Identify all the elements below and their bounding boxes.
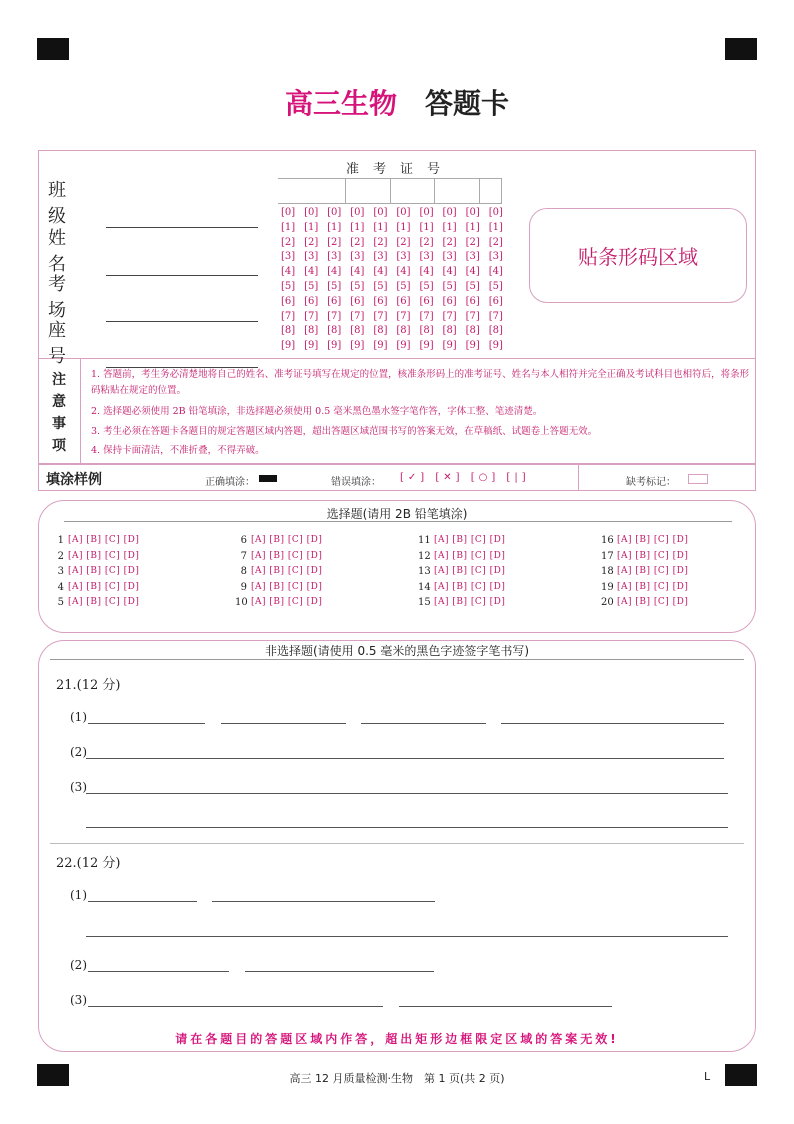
q21-part-1-label: (1): [70, 710, 87, 724]
mc-options[interactable]: [A] [B] [C] [D]: [251, 581, 323, 592]
mc-question-row[interactable]: [235, 595, 322, 611]
field-seat-label: 座号: [48, 320, 84, 367]
q22-answer-line[interactable]: [86, 935, 728, 937]
exam-digit-bubble[interactable]: [4]: [373, 266, 388, 278]
mc-question-row[interactable]: [52, 533, 139, 549]
exam-digit-bubble[interactable]: [2]: [419, 236, 434, 248]
exam-digit-bubble[interactable]: [3]: [281, 251, 296, 263]
mc-options[interactable]: [A] [B] [C] [D]: [434, 581, 506, 592]
mc-question-number: 7: [240, 550, 247, 562]
mc-options[interactable]: [A] [B] [C] [D]: [617, 550, 689, 561]
exam-digit-bubble[interactable]: [8]: [327, 325, 342, 337]
mc-question-row[interactable]: [418, 595, 505, 611]
exam-digit-bubble[interactable]: [4]: [442, 266, 457, 278]
mc-question-row[interactable]: [52, 564, 139, 580]
exam-digit-row: [281, 250, 503, 265]
side-letter: L: [704, 1070, 711, 1083]
exam-digit-bubble[interactable]: [2]: [396, 236, 411, 248]
free-response-title: 非选择题(请使用 0.5 毫米的黑色字迹签字笔书写): [264, 644, 530, 658]
exam-digit-bubble[interactable]: [7]: [396, 310, 411, 322]
exam-number-bubbles[interactable]: [281, 206, 503, 354]
notice-head-char: 项: [52, 438, 66, 454]
exam-digit-bubble[interactable]: [7]: [304, 310, 319, 322]
exam-digit-bubble[interactable]: [9]: [488, 340, 503, 352]
mc-question-number: 12: [418, 550, 431, 562]
exam-digit-bubble[interactable]: [5]: [396, 280, 411, 292]
exam-digit-bubble[interactable]: [6]: [465, 295, 480, 307]
notice-item-3: 3. 考生必须在答题卡各题目的规定答题区域内答题，超出答题区域范围书写的答案无效，在草稿纸、试题卷上答题无效。: [91, 426, 598, 437]
exam-digit-bubble[interactable]: [6]: [281, 295, 296, 307]
mc-question-row[interactable]: [418, 533, 505, 549]
exam-digit-bubble[interactable]: [6]: [419, 295, 434, 307]
exam-digit-bubble[interactable]: [9]: [442, 340, 457, 352]
exam-digit-bubble[interactable]: [0]: [488, 207, 503, 218]
mc-options[interactable]: [A] [B] [C] [D]: [68, 581, 140, 592]
exam-digit-bubble[interactable]: [1]: [465, 221, 480, 233]
correct-fill-label: 正确填涂：: [205, 477, 255, 488]
mc-question-row[interactable]: [601, 595, 688, 611]
field-room[interactable]: [48, 270, 258, 322]
q22-answer-line[interactable]: [88, 1005, 383, 1007]
sample-divider: [578, 464, 579, 490]
exam-number-grid[interactable]: [278, 178, 502, 204]
exam-digit-bubble[interactable]: [2]: [350, 236, 365, 248]
mc-options[interactable]: [A] [B] [C] [D]: [251, 550, 323, 561]
exam-digit-bubble[interactable]: [5]: [373, 280, 388, 292]
exam-digit-bubble[interactable]: [1]: [396, 221, 411, 233]
mc-options[interactable]: [A] [B] [C] [D]: [617, 581, 689, 592]
exam-digit-bubble[interactable]: [0]: [442, 207, 457, 218]
mc-options[interactable]: [A] [B] [C] [D]: [251, 597, 323, 607]
correct-fill-sample: [259, 475, 277, 482]
mc-question-number: 14: [418, 581, 431, 593]
exam-digit-bubble[interactable]: [6]: [327, 295, 342, 307]
exam-digit-bubble[interactable]: [0]: [350, 207, 365, 218]
notice-head-char: 意: [52, 394, 66, 410]
q22-part-3-label: (3): [70, 993, 87, 1007]
exam-digit-bubble[interactable]: [4]: [304, 266, 319, 278]
mc-question-row[interactable]: [235, 549, 322, 565]
mc-question-row[interactable]: [52, 595, 139, 611]
exam-digit-bubble[interactable]: [8]: [488, 325, 503, 337]
mc-options[interactable]: [A] [B] [C] [D]: [434, 566, 506, 576]
exam-digit-row: [281, 339, 503, 354]
q21-part-2-label: (2): [70, 745, 87, 759]
exam-digit-bubble[interactable]: [0]: [327, 207, 342, 218]
exam-digit-row: [281, 206, 503, 221]
mc-question-row[interactable]: [235, 580, 322, 596]
mc-options[interactable]: [A] [B] [C] [D]: [68, 597, 140, 607]
mc-column-1[interactable]: [52, 533, 139, 611]
exam-digit-bubble[interactable]: [8]: [304, 325, 319, 337]
field-name[interactable]: [48, 224, 258, 276]
field-name-label: 姓名: [48, 228, 84, 275]
q22-answer-line[interactable]: [399, 1005, 612, 1007]
mc-options[interactable]: [A] [B] [C] [D]: [434, 597, 506, 607]
mc-question-row[interactable]: [601, 564, 688, 580]
mc-options[interactable]: [A] [B] [C] [D]: [68, 535, 140, 545]
page-title: [0, 82, 794, 122]
absent-mark-label: 缺考标记：: [626, 477, 676, 488]
exam-digit-bubble[interactable]: [9]: [396, 340, 411, 352]
field-room-label: 考场: [48, 274, 84, 321]
exam-digit-bubble[interactable]: [2]: [327, 236, 342, 248]
q21-answer-line[interactable]: [88, 722, 205, 724]
mc-question-row[interactable]: [52, 580, 139, 596]
exam-digit-bubble[interactable]: [0]: [396, 207, 411, 218]
exam-digit-bubble[interactable]: [3]: [373, 251, 388, 263]
exam-digit-bubble[interactable]: [4]: [465, 266, 480, 278]
exam-digit-bubble[interactable]: [2]: [304, 236, 319, 248]
exam-digit-bubble[interactable]: [7]: [327, 310, 342, 322]
mc-column-3[interactable]: [418, 533, 505, 611]
exam-digit-bubble[interactable]: [2]: [281, 236, 296, 248]
exam-digit-bubble[interactable]: [5]: [442, 280, 457, 292]
free-response-box: [38, 640, 756, 1052]
exam-digit-row: [281, 310, 503, 325]
exam-digit-bubble[interactable]: [6]: [350, 295, 365, 307]
exam-digit-bubble[interactable]: [1]: [373, 221, 388, 233]
boundary-warning: 请在各题目的答题区域内作答，超出矩形边框限定区域的答案无效!: [175, 1032, 619, 1046]
mc-question-row[interactable]: [235, 533, 322, 549]
exam-digit-bubble[interactable]: [1]: [419, 221, 434, 233]
exam-digit-bubble[interactable]: [5]: [465, 280, 480, 292]
mc-question-number: 6: [240, 535, 247, 546]
mc-options[interactable]: [A] [B] [C] [D]: [434, 550, 506, 561]
exam-digit-row: [281, 221, 503, 236]
notice-item-1: 1. 答题前，考生务必清楚地将自己的姓名、准考证号填写在规定的位置，核准条形码上的准考证号、姓名与本人相符并完全正确及考试科目也相符后，将条形码粘贴在规定的位置。: [91, 369, 750, 396]
exam-digit-bubble[interactable]: [0]: [419, 207, 434, 218]
exam-digit-bubble[interactable]: [3]: [465, 251, 480, 263]
exam-digit-row: [281, 295, 503, 310]
exam-digit-bubble[interactable]: [1]: [304, 221, 319, 233]
exam-digit-bubble[interactable]: [8]: [281, 325, 296, 337]
exam-digit-bubble[interactable]: [0]: [281, 207, 296, 218]
free-title-rule: [50, 659, 744, 660]
exam-digit-bubble[interactable]: [4]: [350, 266, 365, 278]
mc-options[interactable]: [A] [B] [C] [D]: [68, 566, 140, 576]
exam-digit-bubble[interactable]: [4]: [396, 266, 411, 278]
mc-question-number: 10: [235, 597, 248, 608]
mc-question-number: 5: [57, 597, 64, 608]
exam-digit-bubble[interactable]: [9]: [327, 340, 342, 352]
mc-column-4[interactable]: [601, 533, 688, 611]
mc-question-number: 20: [601, 597, 614, 608]
exam-digit-bubble[interactable]: [9]: [281, 340, 296, 352]
exam-digit-row: [281, 280, 503, 295]
exam-digit-bubble[interactable]: [3]: [396, 251, 411, 263]
mc-question-row[interactable]: [52, 549, 139, 565]
exam-digit-row: [281, 265, 503, 280]
q21-answer-line[interactable]: [86, 792, 728, 794]
q22-title: 22.(12 分): [56, 856, 121, 871]
exam-number-title: 准考证号: [345, 162, 454, 177]
mc-question-number: 1: [57, 535, 64, 546]
mc-question-number: 16: [601, 535, 614, 546]
exam-digit-bubble[interactable]: [8]: [373, 325, 388, 337]
q21-answer-line[interactable]: [221, 722, 346, 724]
exam-digit-bubble[interactable]: [8]: [465, 325, 480, 337]
exam-digit-bubble[interactable]: [2]: [465, 236, 480, 248]
page-footer: 高三 12 月质量检测·生物 第 1 页(共 2 页): [289, 1072, 505, 1085]
exam-digit-bubble[interactable]: [3]: [488, 251, 503, 263]
multiple-choice-title: 选择题(请用 2B 铅笔填涂): [326, 507, 468, 521]
exam-digit-bubble[interactable]: [5]: [327, 280, 342, 292]
mc-options[interactable]: [A] [B] [C] [D]: [68, 550, 140, 561]
field-class-label: 班级: [48, 180, 84, 227]
mc-question-number: 9: [240, 581, 247, 593]
exam-digit-bubble[interactable]: [7]: [488, 310, 503, 322]
notice-head-char: 注: [52, 372, 66, 388]
title-subject: 高三生物: [284, 87, 397, 120]
q22-part-1-label: (1): [70, 888, 87, 902]
mc-question-number: 17: [601, 550, 614, 562]
mc-question-row[interactable]: [418, 549, 505, 565]
mc-question-row[interactable]: [601, 533, 688, 549]
exam-digit-bubble[interactable]: [7]: [350, 310, 365, 322]
question-separator: [50, 843, 744, 844]
mc-options[interactable]: [A] [B] [C] [D]: [617, 566, 689, 576]
exam-digit-bubble[interactable]: [9]: [304, 340, 319, 352]
mc-question-row[interactable]: [601, 580, 688, 596]
exam-digit-bubble[interactable]: [1]: [327, 221, 342, 233]
exam-digit-bubble[interactable]: [3]: [327, 251, 342, 263]
q21-answer-line[interactable]: [86, 757, 724, 759]
exam-digit-bubble[interactable]: [9]: [373, 340, 388, 352]
exam-digit-bubble[interactable]: [3]: [350, 251, 365, 263]
exam-digit-bubble[interactable]: [4]: [327, 266, 342, 278]
exam-digit-bubble[interactable]: [7]: [281, 310, 296, 322]
mc-question-number: 8: [240, 566, 247, 577]
mc-question-number: 19: [601, 581, 614, 593]
q21-part-3-label: (3): [70, 780, 87, 794]
mc-question-row[interactable]: [601, 549, 688, 565]
exam-digit-bubble[interactable]: [7]: [465, 310, 480, 322]
exam-digit-bubble[interactable]: [9]: [350, 340, 365, 352]
barcode-area: 贴条形码区域: [529, 208, 747, 303]
exam-digit-bubble[interactable]: [6]: [488, 295, 503, 307]
notice-head-char: 事: [52, 416, 66, 432]
mc-question-number: 4: [57, 581, 64, 593]
absent-mark-box[interactable]: [688, 474, 708, 484]
exam-digit-bubble[interactable]: [0]: [304, 207, 319, 218]
exam-digit-bubble[interactable]: [2]: [442, 236, 457, 248]
fill-sample-title: 填涂样例: [46, 472, 102, 488]
exam-digit-bubble[interactable]: [0]: [373, 207, 388, 218]
q22-answer-line[interactable]: [88, 970, 229, 972]
exam-digit-bubble[interactable]: [1]: [350, 221, 365, 233]
mc-column-2[interactable]: [235, 533, 322, 611]
field-class[interactable]: [48, 176, 258, 228]
mc-question-row[interactable]: [418, 580, 505, 596]
exam-digit-bubble[interactable]: [5]: [350, 280, 365, 292]
exam-digit-bubble[interactable]: [3]: [304, 251, 319, 263]
mc-question-number: 18: [601, 566, 614, 577]
exam-digit-bubble[interactable]: [5]: [419, 280, 434, 292]
mc-question-number: 11: [418, 535, 431, 546]
mc-options[interactable]: [A] [B] [C] [D]: [617, 597, 689, 607]
exam-digit-bubble[interactable]: [9]: [419, 340, 434, 352]
mc-question-number: 15: [418, 597, 431, 608]
exam-digit-bubble[interactable]: [8]: [442, 325, 457, 337]
wrong-fill-samples: [✓] [✕] [○] [|]: [400, 472, 530, 483]
mc-question-row[interactable]: [235, 564, 322, 580]
wrong-fill-label: 错误填涂：: [331, 477, 381, 488]
exam-digit-bubble[interactable]: [9]: [465, 340, 480, 352]
q22-answer-line[interactable]: [212, 900, 435, 902]
exam-digit-bubble[interactable]: [8]: [396, 325, 411, 337]
mc-question-number: 3: [57, 566, 64, 577]
exam-digit-bubble[interactable]: [7]: [373, 310, 388, 322]
exam-digit-row: [281, 324, 503, 339]
exam-digit-bubble[interactable]: [3]: [419, 251, 434, 263]
mc-options[interactable]: [A] [B] [C] [D]: [251, 566, 323, 576]
exam-digit-bubble[interactable]: [3]: [442, 251, 457, 263]
mc-options[interactable]: [A] [B] [C] [D]: [251, 535, 323, 545]
mc-options[interactable]: [A] [B] [C] [D]: [617, 535, 689, 545]
registration-mark-top-right: [725, 38, 757, 60]
notice-heading: [38, 359, 81, 464]
exam-digit-bubble[interactable]: [6]: [373, 295, 388, 307]
mc-options[interactable]: [A] [B] [C] [D]: [434, 535, 506, 545]
exam-digit-bubble[interactable]: [2]: [488, 236, 503, 248]
notice-item-2: 2. 选择题必须使用 2B 铅笔填涂，非选择题必须使用 0.5 毫米黑色墨水签字笔作答，字体工整、笔迹清楚。: [91, 406, 543, 417]
exam-digit-bubble[interactable]: [4]: [488, 266, 503, 278]
q21-title: 21.(12 分): [56, 678, 121, 693]
notice-item-4: 4. 保持卡面清洁，不准折叠，不得弄破。: [91, 445, 265, 456]
exam-digit-bubble[interactable]: [7]: [442, 310, 457, 322]
exam-digit-row: [281, 236, 503, 251]
mc-title-rule: [64, 521, 732, 522]
exam-digit-bubble[interactable]: [8]: [350, 325, 365, 337]
exam-digit-bubble[interactable]: [6]: [442, 295, 457, 307]
mc-question-row[interactable]: [418, 564, 505, 580]
exam-digit-bubble[interactable]: [6]: [304, 295, 319, 307]
exam-digit-bubble[interactable]: [5]: [304, 280, 319, 292]
mc-question-number: 2: [57, 550, 64, 562]
exam-digit-bubble[interactable]: [8]: [419, 325, 434, 337]
exam-digit-bubble[interactable]: [4]: [419, 266, 434, 278]
q22-answer-line[interactable]: [88, 900, 197, 902]
exam-digit-bubble[interactable]: [6]: [396, 295, 411, 307]
exam-digit-bubble[interactable]: [5]: [488, 280, 503, 292]
registration-mark-top-left: [37, 38, 69, 60]
q22-part-2-label: (2): [70, 958, 87, 972]
q21-answer-line[interactable]: [86, 826, 728, 828]
q22-answer-line[interactable]: [245, 970, 434, 972]
exam-digit-bubble[interactable]: [1]: [442, 221, 457, 233]
exam-digit-bubble[interactable]: [5]: [281, 280, 296, 292]
exam-digit-bubble[interactable]: [2]: [373, 236, 388, 248]
exam-digit-bubble[interactable]: [1]: [488, 221, 503, 233]
q21-answer-line[interactable]: [501, 722, 724, 724]
title-card: 答题卡: [425, 87, 510, 120]
exam-digit-bubble[interactable]: [1]: [281, 221, 296, 233]
exam-digit-bubble[interactable]: [4]: [281, 266, 296, 278]
q21-answer-line[interactable]: [361, 722, 486, 724]
exam-digit-bubble[interactable]: [0]: [465, 207, 480, 218]
mc-question-number: 13: [418, 566, 431, 577]
exam-digit-bubble[interactable]: [7]: [419, 310, 434, 322]
